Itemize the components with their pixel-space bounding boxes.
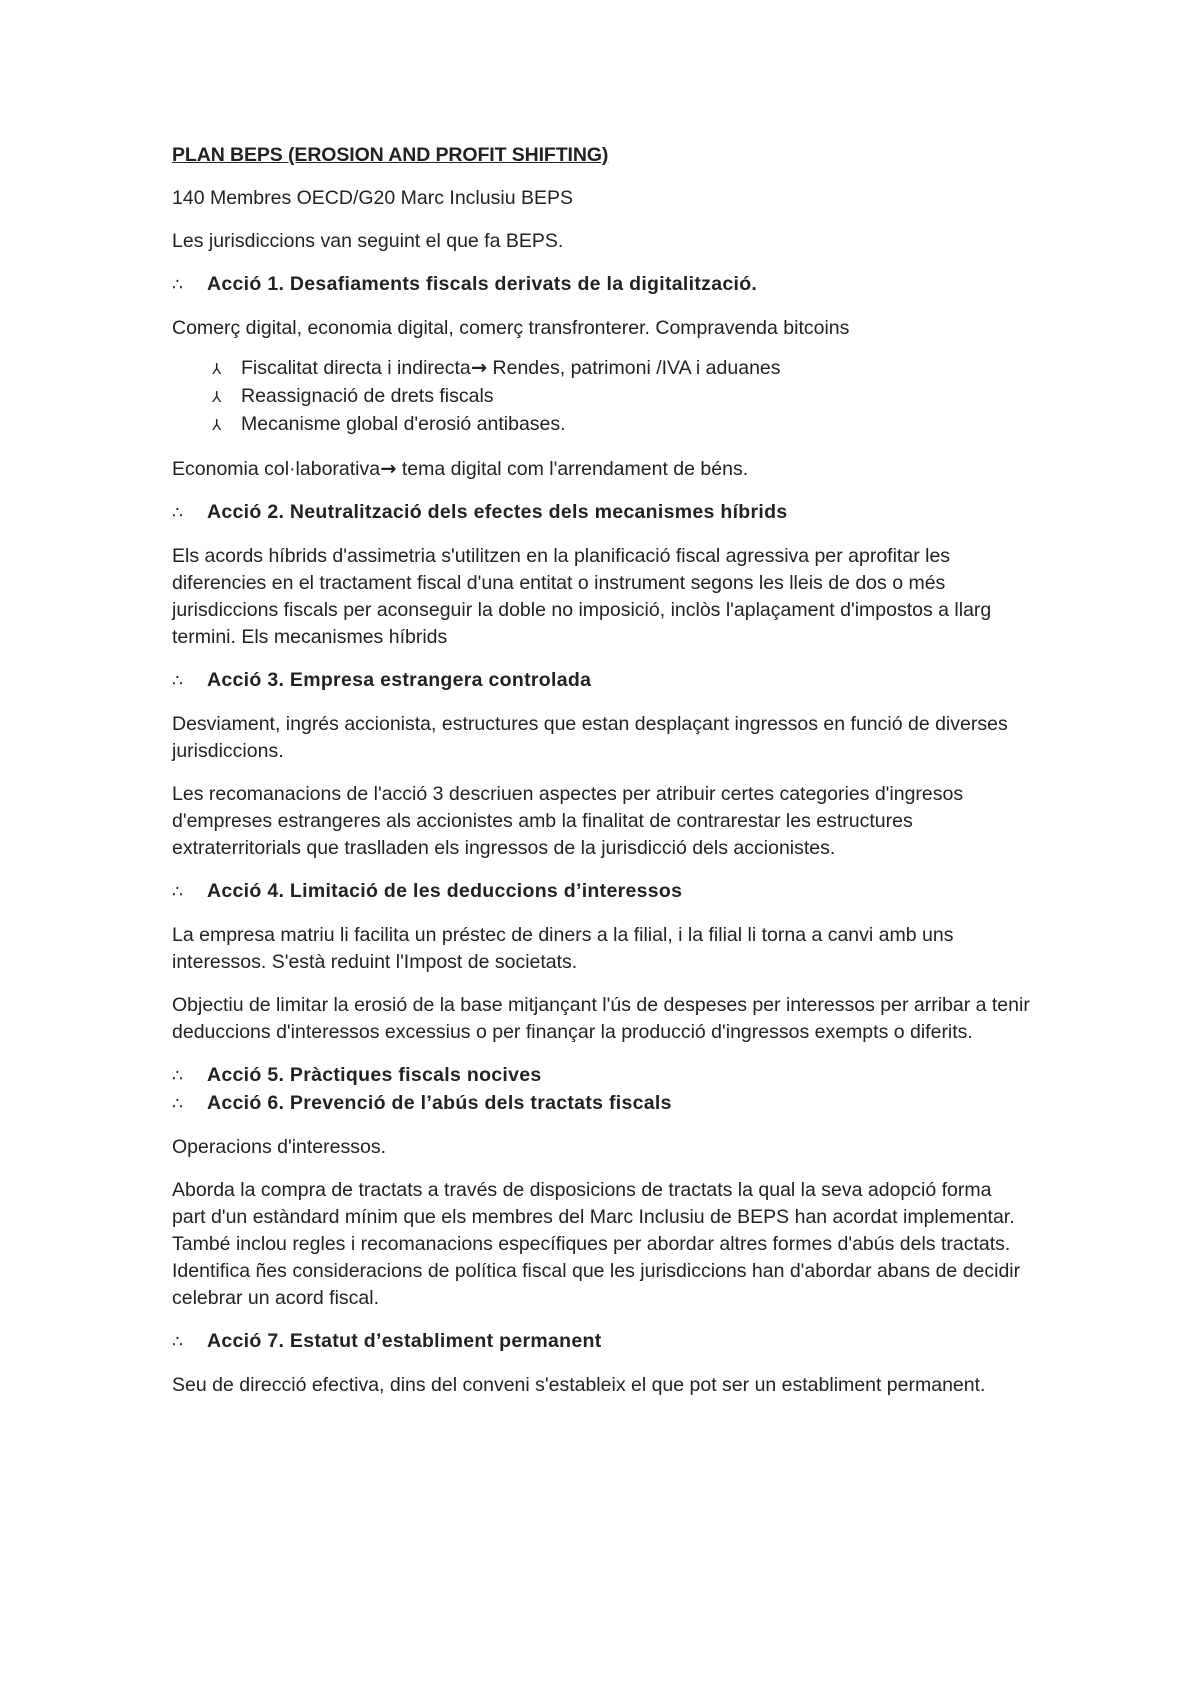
therefore-symbol-icon: ∴ [172,275,184,295]
arrow-right-icon: → [380,457,397,480]
action-1-paragraph-1: Comerç digital, economia digital, comerç transfronterer. Compravenda bitcoins [172,317,850,339]
action-7-heading [172,1328,1030,1356]
action-1-bullet-list [172,354,1030,439]
bullet-icon: ⅄ [212,388,222,406]
action-4-paragraph-1: La empresa matriu li facilita un préstec de diners a la filial, i la filial li torna a canvi amb uns interessos. S'està reduint l'Impost de societats. [172,924,954,973]
bullet-icon: ⅄ [212,360,222,378]
action-7-paragraph-1: Seu de direcció efectiva, dins del conveni s'estableix el que pot ser un establiment permanent. [172,1374,986,1396]
therefore-symbol-icon: ∴ [172,1066,184,1086]
list-item-text: Fiscalitat directa i indirecta→ Rendes, patrimoni /IVA i aduanes [241,356,781,379]
therefore-symbol-icon: ∴ [172,1332,184,1352]
action-3-paragraph-2: Les recomanacions de l'acció 3 descriuen aspectes per atribuir certes categories d'ingresos d'empreses estrangeres als accionistes amb la finalitat de contrarestar les estructures extraterritorials que traslladen els ingressos de la jurisdicció dels accionistes. [172,783,964,859]
action-2-heading-text: Acció 2. Neutralització dels efectes dels mecanismes híbrids [207,501,788,523]
therefore-symbol-icon: ∴ [172,671,184,691]
action-2-heading [172,499,1030,527]
action-1-paragraph-2: Economia col·laborativa→ tema digital com l'arrendament de béns. [172,457,749,480]
action-1-heading-text: Acció 1. Desafiaments fiscals derivats de la digitalització. [207,273,758,295]
action-4-heading [172,878,1030,906]
list-item [212,411,1030,439]
action-6-paragraph-1: Operacions d'interessos. [172,1136,386,1158]
intro-paragraph-2: Les jurisdiccions van seguint el que fa BEPS. [172,230,564,252]
action-7-heading-text: Acció 7. Estatut d’establiment permanent [207,1330,602,1352]
action-3-heading-text: Acció 3. Empresa estrangera controlada [207,669,592,691]
action-3-paragraph-1: Desviament, ingrés accionista, estructures que estan desplaçant ingressos en funció de diverses jurisdiccions. [172,713,1008,762]
bullet-icon: ⅄ [212,416,222,434]
action-5-heading [172,1062,1030,1090]
action-6-heading-text: Acció 6. Prevenció de l’abús dels tractats fiscals [207,1092,672,1114]
arrow-right-icon: → [470,356,488,379]
therefore-symbol-icon: ∴ [172,503,184,523]
action-6-heading [172,1090,1030,1118]
action-5-heading-text: Acció 5. Pràctiques fiscals nocives [207,1064,542,1086]
list-item [212,354,1030,383]
action-4-paragraph-2: Objectiu de limitar la erosió de la base mitjançant l'ús de despeses per interessos per arribar a tenir deduccions d'interessos excessius o per finançar la producció d'ingressos exempts o diferits. [172,994,1030,1043]
action-1-heading [172,271,1030,299]
action-6-paragraph-2: Aborda la compra de tractats a través de disposicions de tractats la qual la seva adopció forma part d'un estàndard mínim que els membres del Marc Inclusiu de BEPS han acordat implementar. També inclou regles i recomanacions específiques per abordar altres formes d'abús dels tractats. Identifica ñes consideracions de política fiscal que les jurisdiccions han d'abordar abans de decidir celebrar un acord fiscal. [172,1179,1021,1309]
action-4-heading-text: Acció 4. Limitació de les deduccions d’interessos [207,880,683,902]
intro-paragraph-1: 140 Membres OECD/G20 Marc Inclusiu BEPS [172,187,573,209]
document-title: PLAN BEPS (EROSION AND PROFIT SHIFTING) [172,144,609,166]
action-2-paragraph-1: Els acords híbrids d'assimetria s'utilitzen en la planificació fiscal agressiva per aprofitar les diferencies en el tractament fiscal d'una entitat o instrument segons les lleis de dos o més jurisdiccions fiscals per aconseguir la doble no imposició, inclòs l'aplaçament d'impostos a llarg termini. Els mecanismes híbrids [172,545,992,648]
list-item [212,383,1030,411]
action-3-heading [172,667,1030,695]
therefore-symbol-icon: ∴ [172,882,184,902]
therefore-symbol-icon: ∴ [172,1094,184,1114]
list-item-text: Reassignació de drets fiscals [241,385,494,407]
list-item-text: Mecanisme global d'erosió antibases. [241,413,566,435]
